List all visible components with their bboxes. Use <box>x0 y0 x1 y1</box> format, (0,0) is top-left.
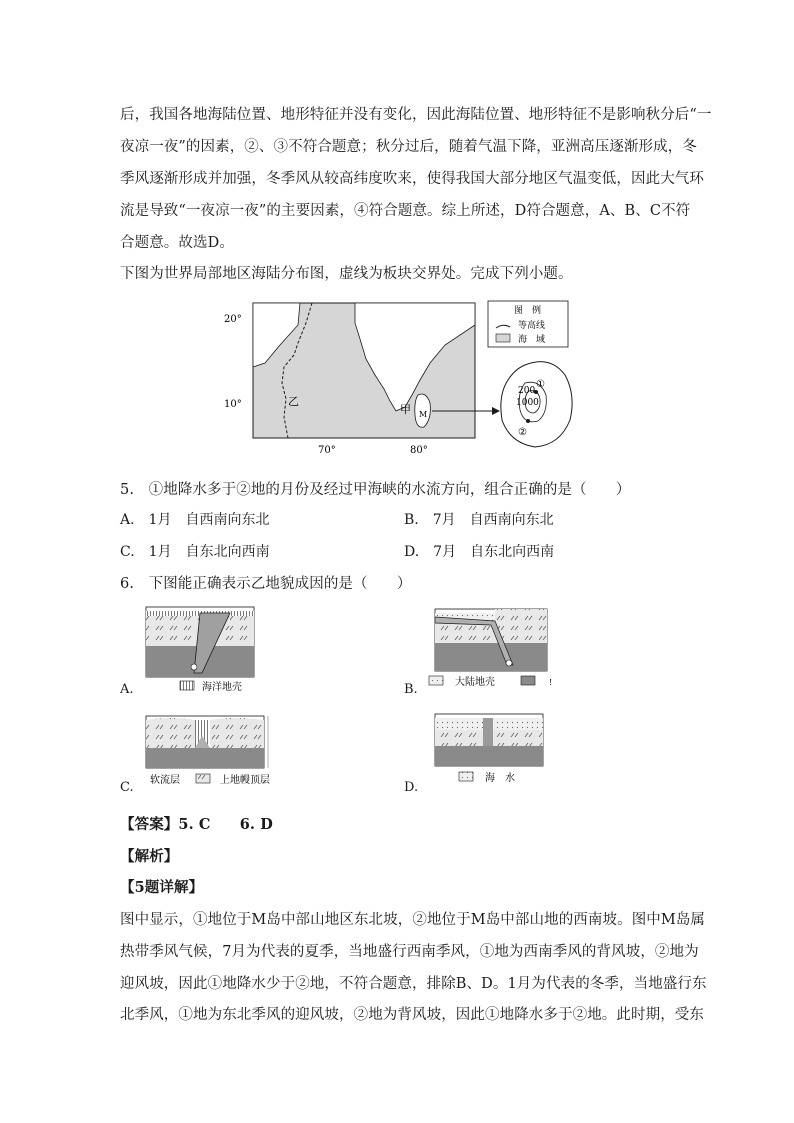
q6-option-d-label[interactable]: D. <box>404 780 419 795</box>
detail-heading: 【5题详解】 <box>120 879 204 896</box>
paragraph-line: 后，我国各地海陆位置、地形特征并没有变化，因此海陆位置、地形特征不是影响秋分后“一 <box>120 107 712 123</box>
paragraph-line: 流是导致“一夜凉一夜”的主要因素，④符合题意。综上所述，D符合题意，A、B、C不符 <box>120 203 691 219</box>
legend-continental-crust: 大陆地壳 <box>455 677 495 688</box>
lon-label-80: 80° <box>410 445 428 456</box>
q5-option-a[interactable]: A. 1月 自西南向东北 <box>120 512 270 528</box>
marker-2-label: ② <box>518 427 527 438</box>
marker-1-label: ① <box>536 379 545 390</box>
explanation-line: 热带季风气候，7月为代表的夏季，当地盛行西南季风，①地为西南季风的背风坡，②地为 <box>120 944 699 960</box>
mantle-swatch-icon <box>521 676 535 685</box>
q6-stem: 6. 下图能正确表示乙地貌成因的是（ ） <box>120 576 412 592</box>
paragraph-line: 夜凉一夜”的因素，②、③不符合题意；秋分过后，随着气温下降，亚洲高压逐渐形成，冬 <box>120 139 697 155</box>
legend-title: 图 例 <box>514 306 542 316</box>
sea-swatch-icon <box>496 334 510 342</box>
explanation-line: 北季风，①地为东北季风的迎风坡，②地为背风坡，因此①地降水多于②地。此时期，受东 <box>120 1007 704 1023</box>
contour-label-1000: 1000 <box>516 398 539 408</box>
explanation-line: 迎风坡，因此①地降水少于②地，不符合题意，排除B、D。1月为代表的冬季，当地盛行东 <box>120 976 707 992</box>
point-2-marker <box>526 419 530 423</box>
sea-land-map <box>220 295 580 465</box>
q5-option-c[interactable]: C. 1月 自东北向西南 <box>120 544 270 560</box>
q6-option-c-label[interactable]: C. <box>120 780 134 795</box>
label-jia: 甲 <box>400 403 411 416</box>
q6-option-b-label[interactable]: B. <box>404 682 418 697</box>
analysis-heading: 【解析】 <box>120 848 179 865</box>
lat-label-10: 10° <box>224 399 242 410</box>
q5-option-d[interactable]: D. 7月 自东北向西南 <box>404 544 555 560</box>
diagram-d[interactable] <box>425 710 560 790</box>
label-yi: 乙 <box>288 395 299 408</box>
legend-sea: 海 域 <box>518 335 546 345</box>
continental-crust-swatch-icon <box>429 676 443 685</box>
diagram-b[interactable] <box>425 603 560 698</box>
question-intro: 下图为世界局部地区海陆分布图，虚线为板块交界处。完成下列小题。 <box>120 266 573 282</box>
q5-stem: 5. ①地降水多于②地的月份及经过甲海峡的水流方向，组合正确的是（ ） <box>120 482 631 498</box>
paragraph-line: 合题意。故选D。 <box>120 235 234 251</box>
explanation-line: 图中显示，①地位于M岛中部山地区东北坡，②地位于M岛中部山地的西南坡。图中M岛属 <box>120 912 706 928</box>
legend-oceanic-crust: 海洋地壳 <box>202 682 242 693</box>
answer-line: 【答案】5. C 6. D <box>120 816 273 833</box>
diagram-a[interactable] <box>140 603 275 698</box>
diagram-c[interactable] <box>140 712 290 792</box>
label-m: M <box>419 410 428 419</box>
paragraph-line: 季风逐渐形成并加强，冬季风从较高纬度吹来，使得我国大部分地区气温变低，因此大气环 <box>120 171 704 187</box>
upper-mantle-swatch-icon <box>196 774 210 783</box>
lon-label-70: 70° <box>318 445 336 456</box>
oceanic-crust-swatch-icon <box>180 681 194 690</box>
legend-b-extra: ! <box>549 678 553 687</box>
q6-option-a-label[interactable]: A. <box>120 682 134 697</box>
legend-contour: 等高线 <box>518 321 546 331</box>
arrow-icon <box>492 407 500 415</box>
contour-label-200: 200 <box>518 386 536 396</box>
legend-seawater: 海 水 <box>485 773 515 784</box>
lat-label-20: 20° <box>224 314 242 325</box>
legend-asthenosphere: 软流层 <box>150 775 180 786</box>
q5-option-b[interactable]: B. 7月 自西南向东北 <box>404 512 554 528</box>
seawater-swatch-icon <box>459 772 473 781</box>
legend-upper-mantle: 上地幔顶层 <box>220 775 270 786</box>
